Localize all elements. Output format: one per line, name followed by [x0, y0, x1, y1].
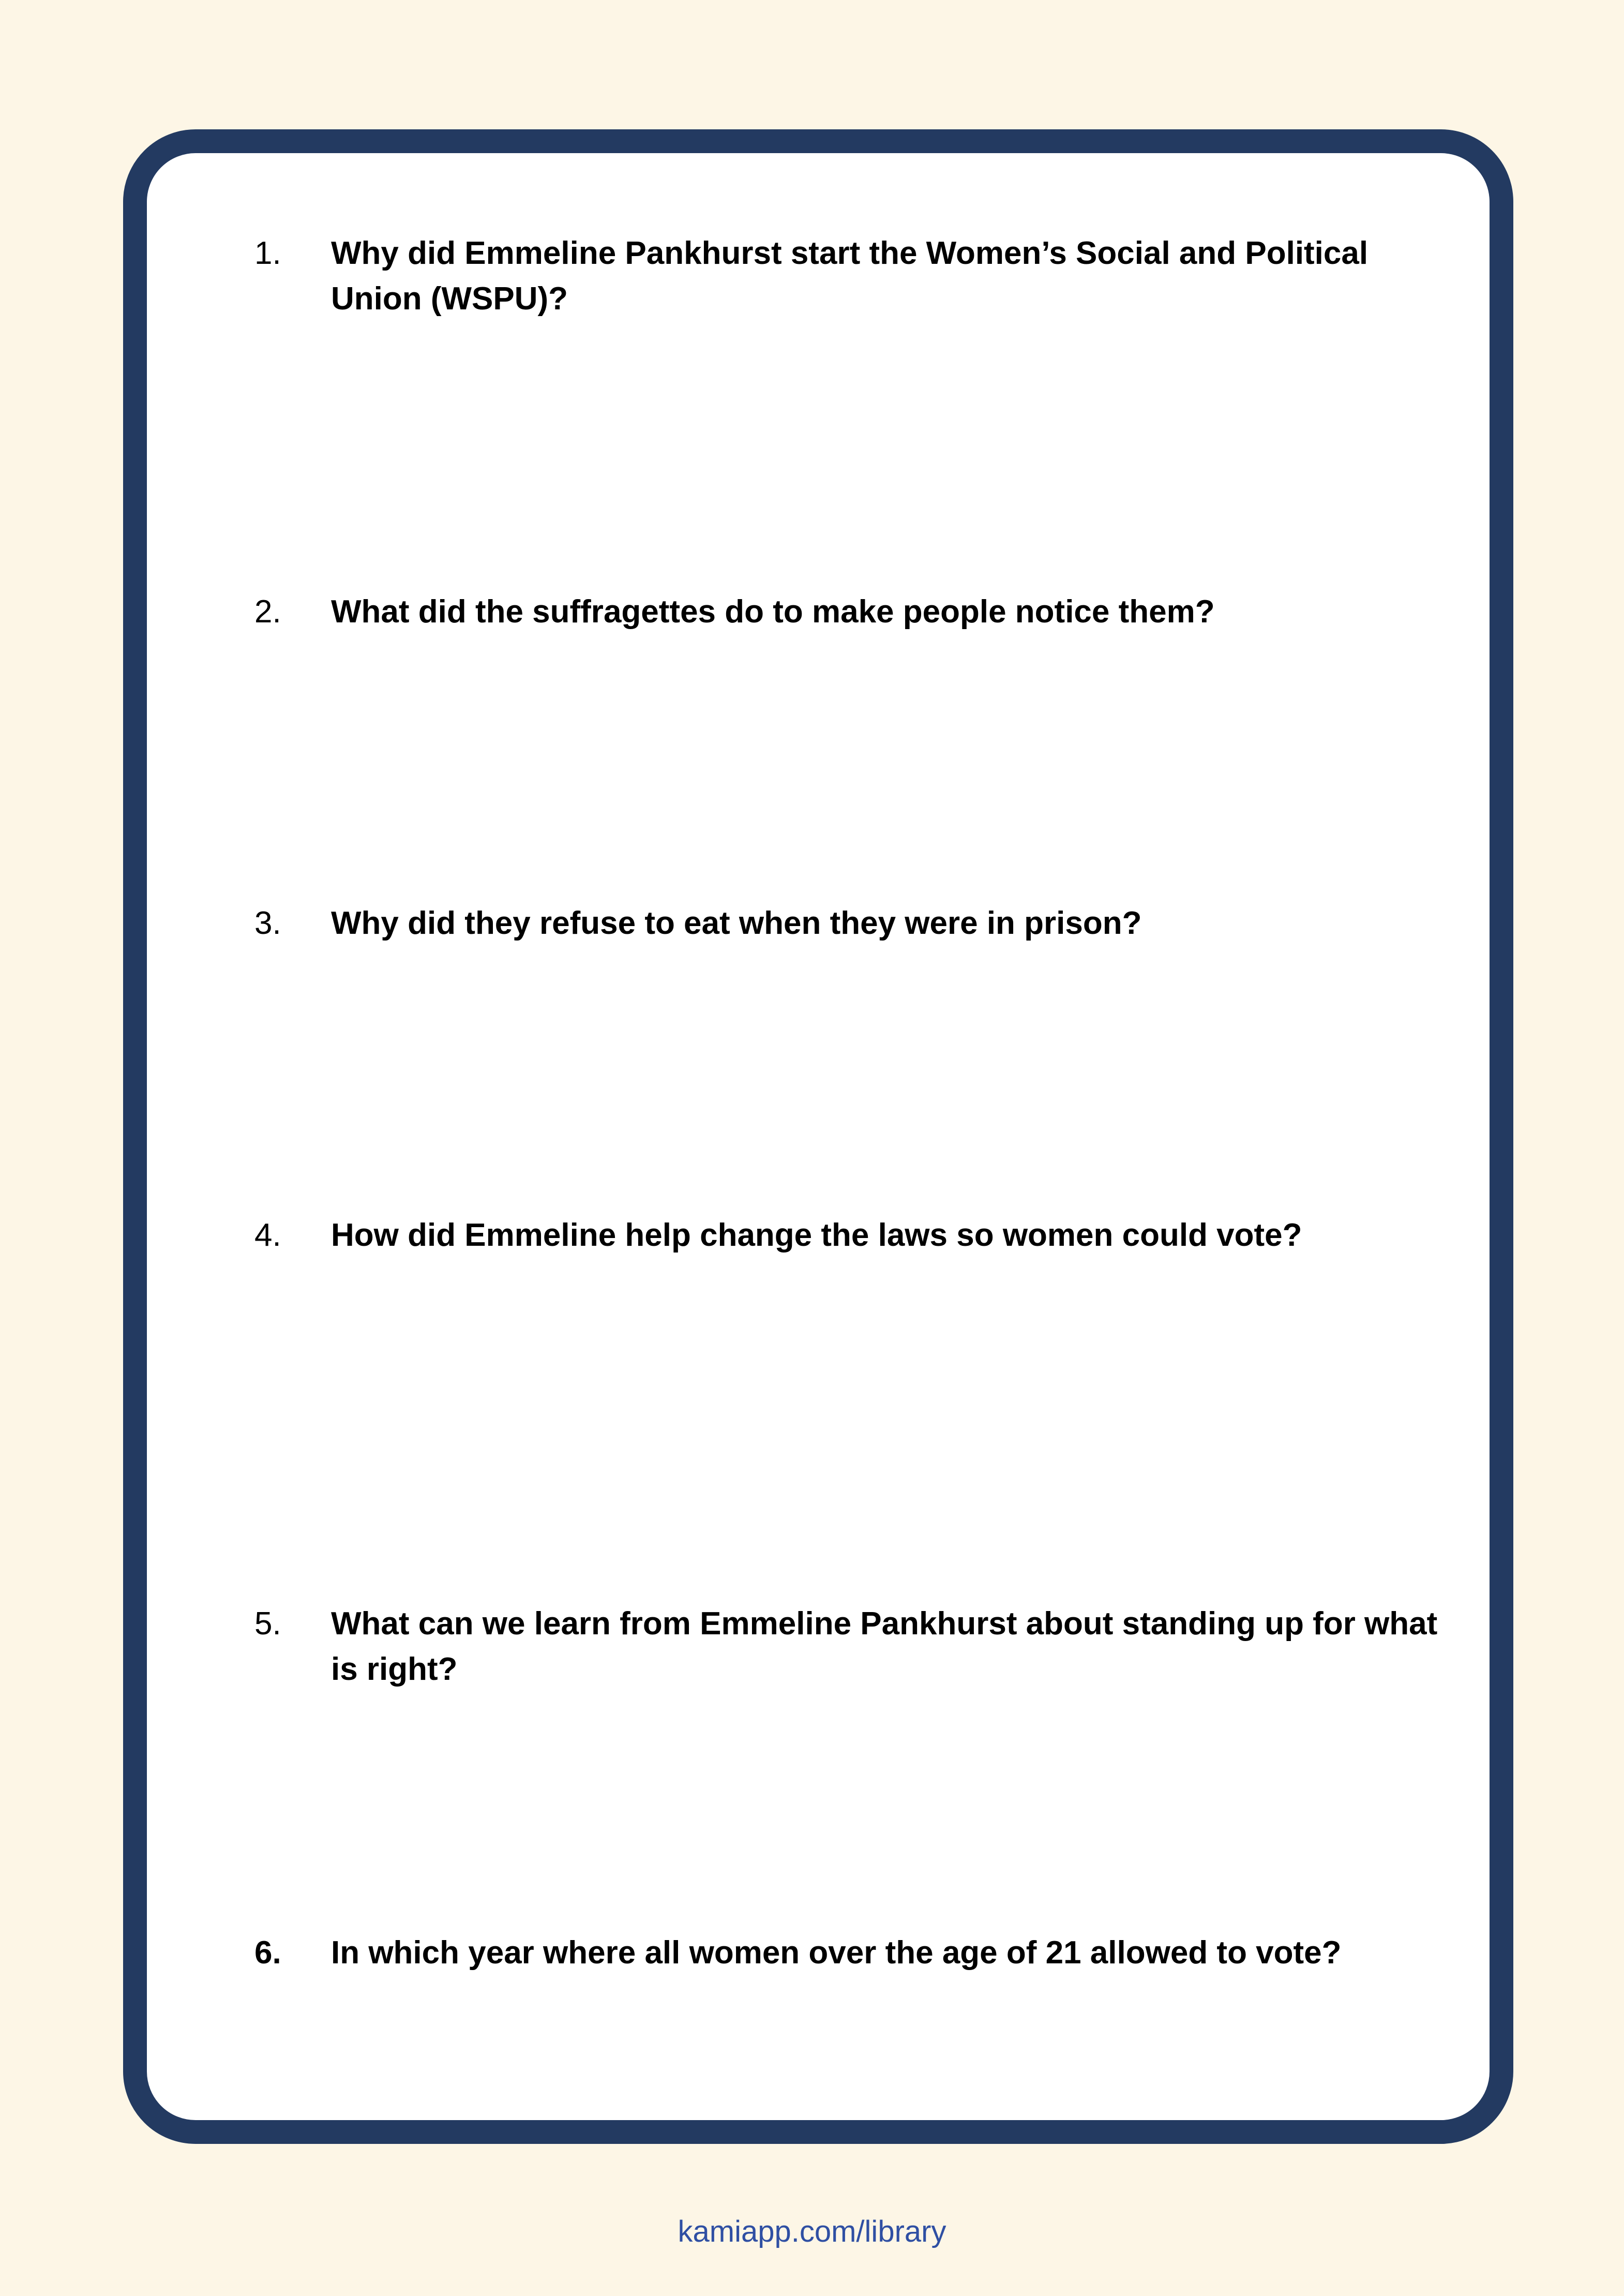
question-number: 4.: [254, 1217, 281, 1253]
question-number: 1.: [254, 235, 281, 271]
question-text: How did Emmeline help change the laws so women could vote?: [331, 1217, 1302, 1253]
question-number: 5.: [254, 1606, 281, 1642]
question-text: In which year where all women over the age of 21 allowed to vote?: [331, 1935, 1342, 1971]
question-text: Why did Emmeline Pankhurst start the Women’s Social and Political Union (WSPU)?: [331, 235, 1369, 317]
question-text: What did the suffragettes do to make people notice them?: [331, 594, 1215, 630]
question-text: What can we learn from Emmeline Pankhurst about standing up for what is right?: [331, 1606, 1438, 1687]
worksheet-frame: [123, 129, 1513, 2144]
question-number: 6.: [254, 1935, 281, 1971]
question-number: 2.: [254, 594, 281, 630]
kami-library-link[interactable]: kamiapp.com/library: [678, 2215, 946, 2248]
question-number: 3.: [254, 905, 281, 941]
question-text: Why did they refuse to eat when they were in prison?: [331, 905, 1142, 941]
